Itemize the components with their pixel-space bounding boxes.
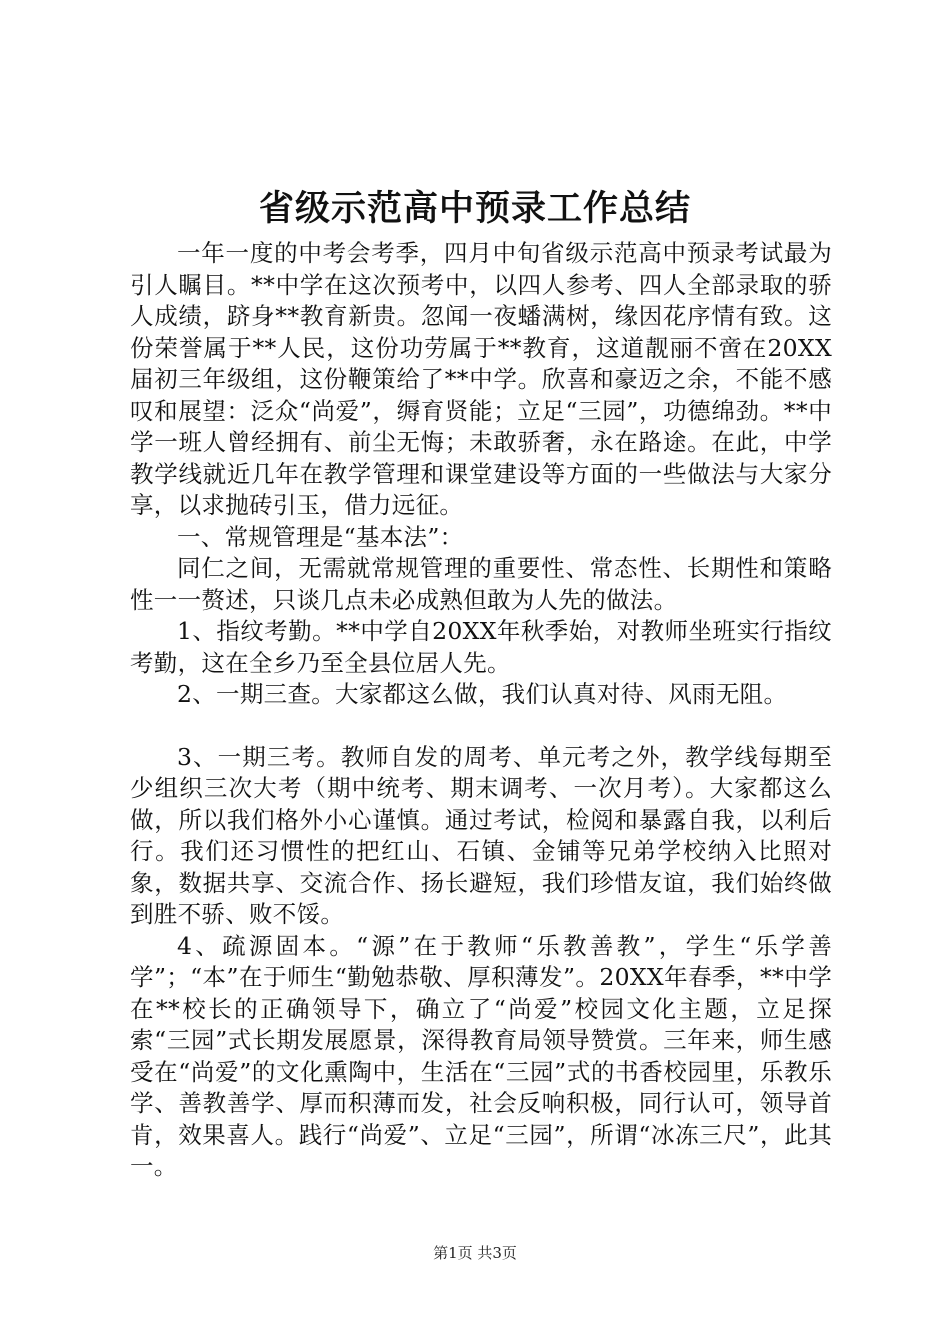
document-title: 省级示范高中预录工作总结 [258,188,691,229]
document-body [130,238,832,1183]
section-intro-paragraph: 同仁之间，无需就常规管理的重要性、常态性、长期性和策略性一一赘述，只谈几点未必成熟但敢为人先的做法。 [130,554,832,614]
item-paragraph-4: 4、疏源固本。“源”在于教师“乐教善教”，学生“乐学善学”；“本”在于师生“勤勉恭敬、厚积薄发”。20XX年春季，**中学在**校长的正确领导下，确立了“尚爱”校园文化主题，立足探索“三园”式长期发展愿景，深得教育局领导赞赏。三年来，师生感受在“尚爱”的文化熏陶中，生活在“三园”式的书香校园里，乐教乐学、善教善学、厚而积薄而发，社会反响积极，同行认可，领导首肯，效果喜人。践行“尚爱”、立足“三园”，所谓“冰冻三尺”，此其一。 [130,931,832,1180]
intro-paragraph: 一年一度的中考会考季，四月中旬省级示范高中预录考试最为引人瞩目。**中学在这次预考中，以四人参考、四人全部录取的骄人成绩，跻身**教育新贵。忽闻一夜蟠满树，缘因花序情有致。这份荣誉属于**人民，这份功劳属于**教育，这道靓丽不啻在20XX届初三年级组，这份鞭策给了**中学。欣喜和豪迈之余，不能不感叹和展望：泛众“尚爱”，缛育贤能；立足“三园”，功德绵劲。**中学一班人曾经拥有、前尘无悔；未敢骄奢，永在路途。在此，中学教学线就近几年在教学管理和课堂建设等方面的一些做法与大家分享，以求抛砖引玉，借力远征。 [130,239,832,519]
item-paragraph-3: 3、一期三考。教师自发的周考、单元考之外，教学线每期至少组织三次大考（期中统考、期末调考、一次月考）。大家都这么做，所以我们格外小心谨慎。通过考试，检阅和暴露自我，以利后行。我们还习惯性的把红山、石镇、金铺等兄弟学校纳入比照对象，数据共享、交流合作、扬长避短，我们珍惜友谊，我们始终做到胜不骄、败不馁。 [130,742,832,928]
item-paragraph-2: 2、一期三查。大家都这么做，我们认真对待、风雨无阻。 [177,680,788,708]
item-paragraph-1: 1、指纹考勤。**中学自20XX年秋季始，对教师坐班实行指纹考勤，这在全乡乃至全县位居人先。 [130,617,832,677]
section-heading: 一、常规管理是“基本法”： [177,522,464,551]
page-number-footer: 第1页 共3页 [433,1244,517,1262]
